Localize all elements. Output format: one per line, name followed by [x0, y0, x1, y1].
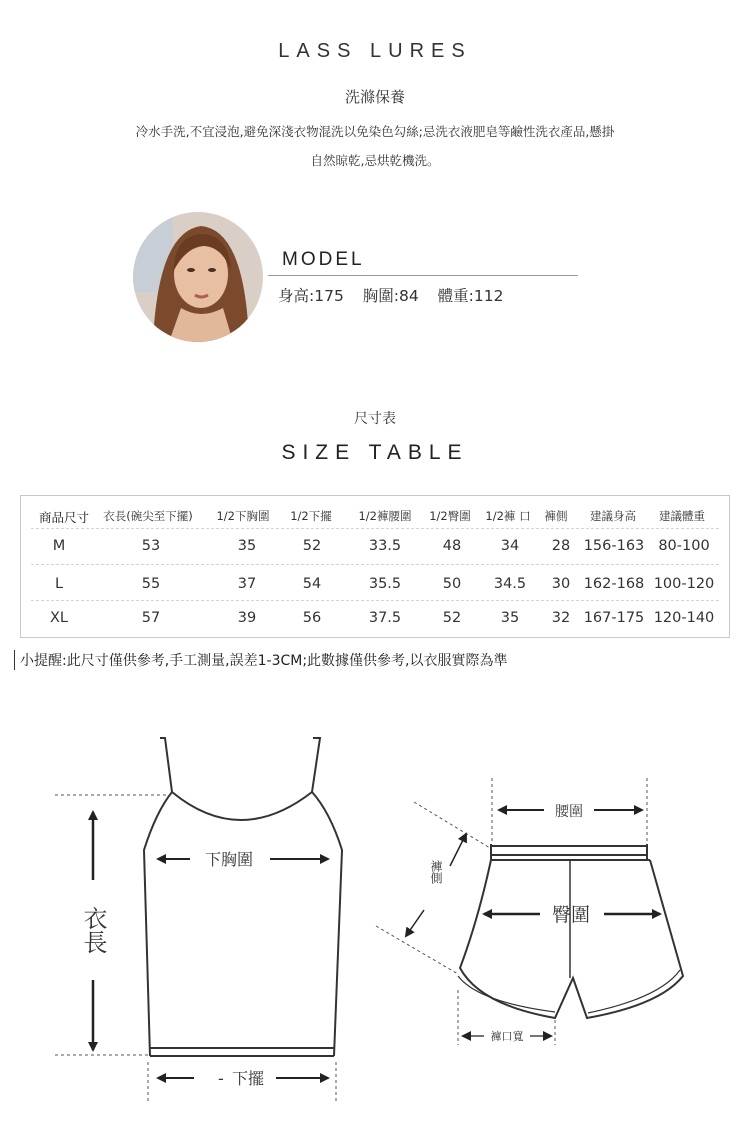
header-under-bust: 1/2下胸圍: [216, 509, 270, 523]
model-stats: [278, 284, 517, 306]
care-title: 洗滌保養: [344, 88, 405, 106]
row-divider: [31, 528, 719, 529]
cell-size: XL: [49, 610, 69, 626]
model-label: MODEL: [282, 249, 365, 270]
header-height: 建議身高: [590, 509, 636, 523]
cell-weight: 80-100: [658, 538, 710, 554]
cell-hem: 56: [302, 610, 322, 626]
cell-hip: 50: [442, 576, 462, 592]
cell-weight: 100-120: [653, 576, 715, 592]
cell-side: 30: [551, 576, 571, 592]
size-table-title-en: SIZE TABLE: [281, 441, 469, 464]
cell-hem: 52: [302, 538, 322, 554]
header-size: 商品尺寸: [38, 510, 90, 525]
size-table-title-cn: 尺寸表: [354, 411, 396, 427]
size-table: [20, 495, 730, 638]
header-leg-opening: 1/2褲 口: [485, 509, 531, 523]
model-avatar: [133, 212, 263, 342]
cell-size: M: [52, 538, 66, 554]
cell-leg-opening: 35: [500, 610, 520, 626]
cell-leg-opening: 34.5: [493, 576, 527, 592]
header-weight: 建議體重: [659, 509, 705, 523]
care-line-2: 自然晾乾,忌烘乾機洗。: [310, 153, 440, 168]
label-under-bust: 下胸圍: [204, 850, 254, 869]
cell-waist: 33.5: [368, 538, 402, 554]
size-note: 小提醒:此尺寸僅供參考,手工測量,誤差1-3CM;此數據僅供參考,以衣服實際為準: [14, 650, 508, 670]
header-hip: 1/2臀圍: [429, 509, 471, 523]
cell-length: 57: [141, 610, 161, 626]
cell-hem: 54: [302, 576, 322, 592]
label-leg-opening: 褲口寬: [490, 1030, 524, 1043]
cell-under-bust: 35: [237, 538, 257, 554]
cell-length: 53: [141, 538, 161, 554]
cell-height: 162-168: [583, 576, 645, 592]
cell-leg-opening: 34: [500, 538, 520, 554]
header-waist: 1/2褲腰圍: [358, 509, 412, 523]
cell-weight: 120-140: [653, 610, 715, 626]
label-hip: 臀圍: [551, 904, 591, 926]
model-weight: 體重:112: [437, 287, 504, 305]
model-divider: [268, 275, 578, 276]
row-divider: [31, 600, 719, 601]
label-hem: 下擺: [232, 1069, 265, 1088]
label-waist: 腰圍: [555, 804, 583, 820]
model-bust: 胸圍:84: [362, 287, 419, 305]
header-side: 褲側: [544, 509, 568, 523]
camisole-outline: [144, 738, 342, 1056]
cell-hip: 52: [442, 610, 462, 626]
cell-height: 156-163: [583, 538, 645, 554]
row-divider: [31, 564, 719, 565]
label-side: 褲側: [429, 860, 443, 884]
header-hem: 1/2下擺: [290, 509, 332, 523]
label-length: 衣長: [79, 906, 107, 954]
cell-waist: 35.5: [368, 576, 402, 592]
cell-side: 28: [551, 538, 571, 554]
cell-size: L: [54, 576, 64, 592]
brand-name: LASS LURES: [278, 40, 472, 62]
cell-length: 55: [141, 576, 161, 592]
care-line-1: 冷水手洗,不宜浸泡,避免深淺衣物混洗以免染色勾絲;忌洗衣液肥皂等鹼性洗衣產品,懸掛: [135, 124, 615, 139]
cell-waist: 37.5: [368, 610, 402, 626]
model-height: 身高:175: [278, 287, 344, 305]
measurement-diagram: [0, 700, 750, 1131]
cell-side: 32: [551, 610, 571, 626]
care-instructions: [75, 117, 675, 175]
cell-height: 167-175: [583, 610, 645, 626]
shorts-outline: [458, 844, 683, 1018]
cell-under-bust: 39: [237, 610, 257, 626]
cell-under-bust: 37: [237, 576, 257, 592]
cell-hip: 48: [442, 538, 462, 554]
label-hem-dash: -: [218, 1069, 224, 1088]
header-length: 衣長(碗尖至下擺): [103, 509, 193, 523]
